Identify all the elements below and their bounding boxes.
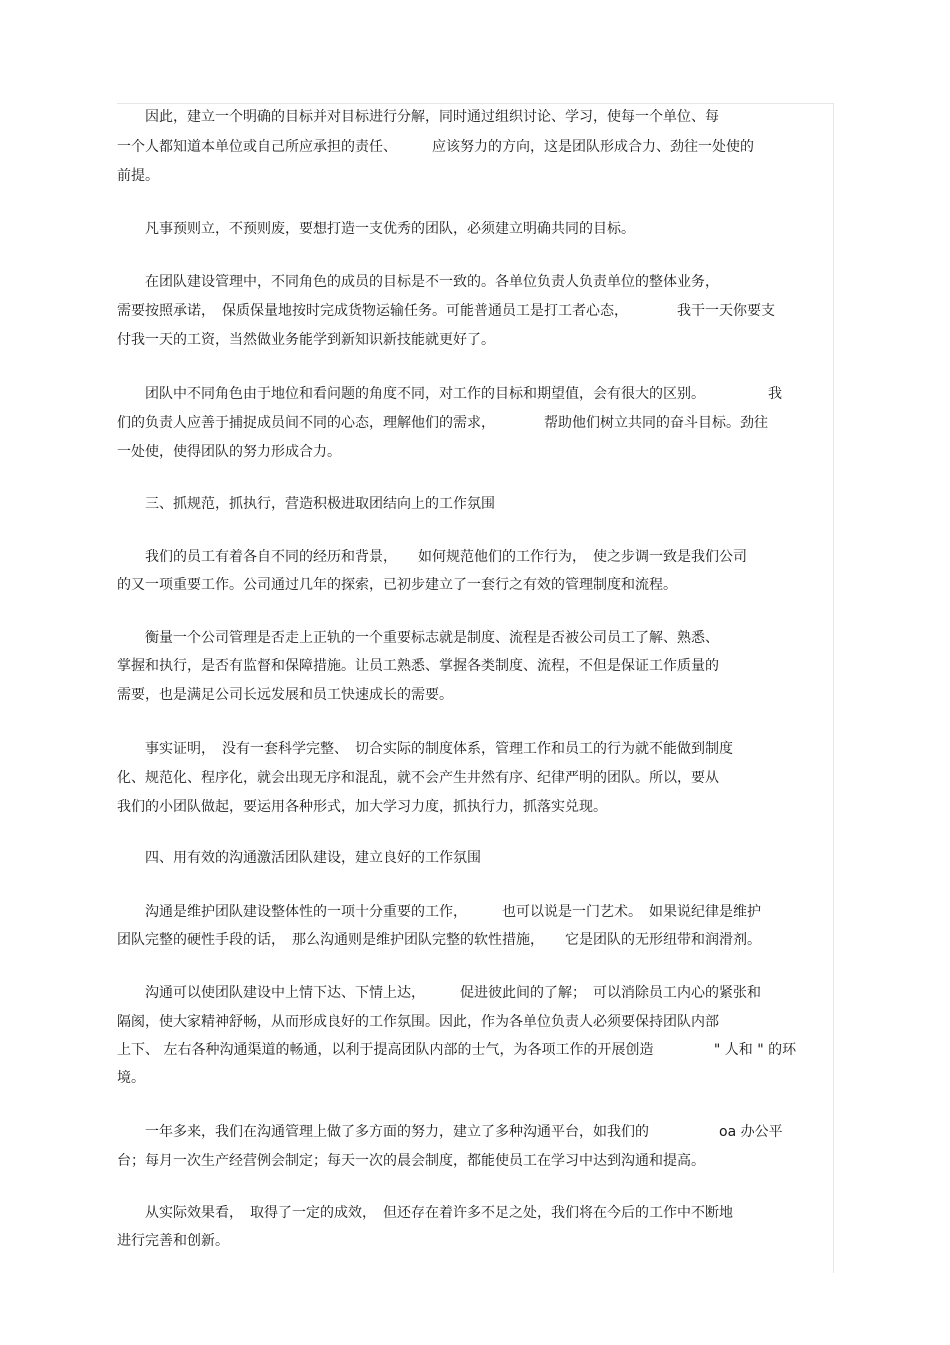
text-line: 们的负责人应善于捕捉成员间不同的心态，理解他们的需求， 帮助他们树立共同的奋斗目标。劲往 xyxy=(117,415,768,431)
text-line: 团队中不同角色由于地位和看问题的角度不同，对工作的目标和期望值，会有很大的区别。 我 xyxy=(117,386,782,402)
text-line: 上下、 左右各种沟通渠道的畅通，以利于提高团队内部的士气，为各项工作的开展创造 " 人和 " 的环 xyxy=(117,1042,797,1058)
text-line: 沟通可以使团队建设中上情下达、下情上达， 促进彼此间的了解； 可以消除员工内心的紧张和 xyxy=(117,985,761,1001)
page-border-top xyxy=(117,103,833,104)
text-line: 前提。 xyxy=(117,168,159,184)
text-line: 境。 xyxy=(117,1070,145,1086)
text-line: 一处使，使得团队的努力形成合力。 xyxy=(117,444,341,460)
text-line: 因此，建立一个明确的目标并对目标进行分解，同时通过组织讨论、学习，使每一个单位、每 xyxy=(117,109,719,125)
text-line: 团队完整的硬性手段的话， 那么沟通则是维护团队完整的软性措施， 它是团队的无形纽带和润滑剂。 xyxy=(117,932,761,948)
text-line: 我们的小团队做起，要运用各种形式，加大学习力度，抓执行力，抓落实兑现。 xyxy=(117,799,607,815)
text-line: 付我一天的工资，当然做业务能学到新知识新技能就更好了。 xyxy=(117,332,495,348)
text-line: 需要按照承诺， 保质保量地按时完成货物运输任务。可能普通员工是打工者心态， 我干一天你要支 xyxy=(117,303,775,319)
section-heading: 三、抓规范，抓执行，营造积极进取团结向上的工作氛围 xyxy=(117,496,495,512)
text-line: 进行完善和创新。 xyxy=(117,1233,229,1249)
text-line: 凡事预则立，不预则废，要想打造一支优秀的团队，必须建立明确共同的目标。 xyxy=(117,221,635,237)
page-border-right xyxy=(833,103,834,1273)
text-line: 化、规范化、程序化，就会出现无序和混乱，就不会产生井然有序、纪律严明的团队。所以，要从 xyxy=(117,770,719,786)
text-line: 我们的员工有着各自不同的经历和背景， 如何规范他们的工作行为， 使之步调一致是我们公司 xyxy=(117,549,747,565)
text-line: 的又一项重要工作。公司通过几年的探索，已初步建立了一套行之有效的管理制度和流程。 xyxy=(117,577,677,593)
text-line: 隔阂，使大家精神舒畅，从而形成良好的工作氛围。因此，作为各单位负责人必须要保持团队内部 xyxy=(117,1014,719,1030)
text-line: 台；每月一次生产经营例会制定；每天一次的晨会制度，都能使员工在学习中达到沟通和提高。 xyxy=(117,1153,705,1169)
text-line: 掌握和执行，是否有监督和保障措施。让员工熟悉、掌握各类制度、流程，不但是保证工作质量的 xyxy=(117,658,719,674)
section-heading: 四、用有效的沟通激活团队建设，建立良好的工作氛围 xyxy=(117,850,481,866)
text-line: 事实证明， 没有一套科学完整、 切合实际的制度体系，管理工作和员工的行为就不能做到制度 xyxy=(117,741,733,757)
text-line: 沟通是维护团队建设整体性的一项十分重要的工作， 也可以说是一门艺术。 如果说纪律是维护 xyxy=(117,904,761,920)
text-line: 需要，也是满足公司长远发展和员工快速成长的需要。 xyxy=(117,687,453,703)
text-line: 一个人都知道本单位或自己所应承担的责任、 应该努力的方向，这是团队形成合力、劲往一处使的 xyxy=(117,139,754,155)
text-line: 衡量一个公司管理是否走上正轨的一个重要标志就是制度、流程是否被公司员工了解、熟悉、 xyxy=(117,630,719,646)
text-line: 一年多来，我们在沟通管理上做了多方面的努力，建立了多种沟通平台，如我们的 oa 办公平 xyxy=(117,1124,783,1140)
text-line: 在团队建设管理中，不同角色的成员的目标是不一致的。各单位负责人负责单位的整体业务， xyxy=(117,274,719,290)
text-line: 从实际效果看， 取得了一定的成效， 但还存在着许多不足之处，我们将在今后的工作中不断地 xyxy=(117,1205,733,1221)
